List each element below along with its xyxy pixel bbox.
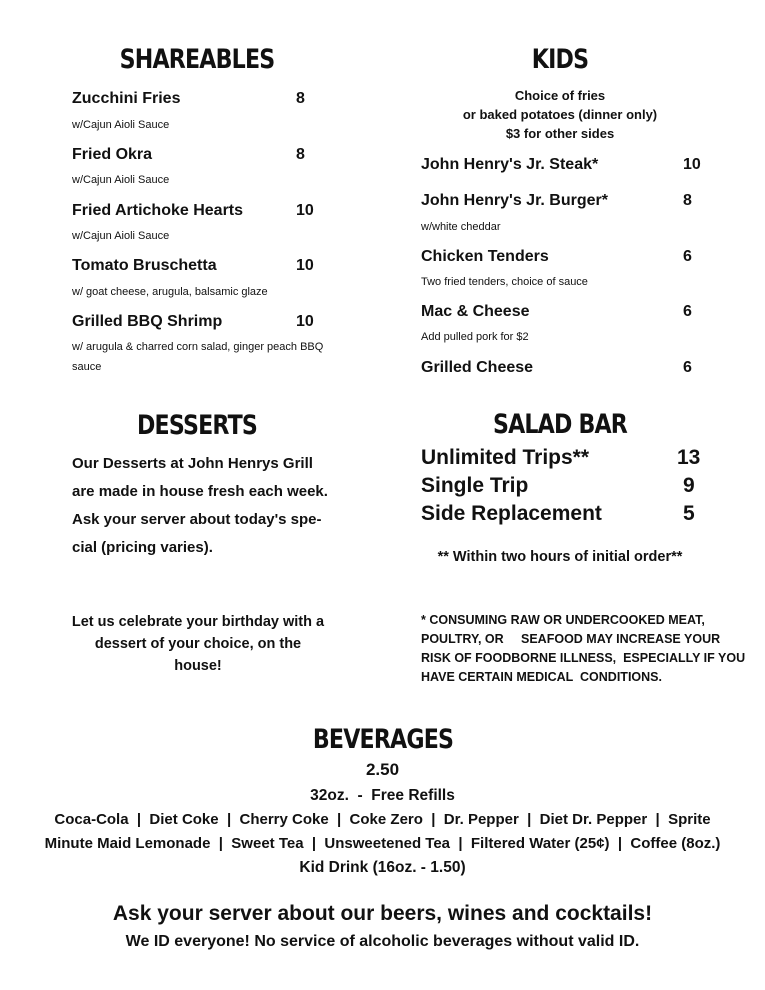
desserts-line: Ask your server about today's spe- (72, 511, 322, 528)
shareables-title: SHAREABLES (119, 44, 275, 75)
item-name: Grilled BBQ Shrimp (72, 313, 223, 330)
beverages-title: BEVERAGES (312, 724, 454, 755)
item-price: 6 (683, 248, 692, 265)
kids-intro-line: or baked potatoes (dinner only) (462, 107, 658, 122)
item-description: w/ arugula & charred corn salad, ginger peach BBQ (72, 341, 324, 353)
item-price: 5 (683, 502, 695, 525)
item-description: w/Cajun Aioli Sauce (72, 174, 170, 186)
warning-line: HAVE CERTAIN MEDICAL CONDITIONS. (421, 670, 662, 684)
item-price: 10 (683, 156, 701, 173)
item-price: 8 (296, 90, 305, 107)
kids-title: KIDS (531, 44, 589, 75)
kids-intro-line: Choice of fries (514, 88, 606, 103)
beverages-list-line: Minute Maid Lemonade | Sweet Tea | Unsweetened Tea | Filtered Water (25¢) | Coffee (8oz.) (44, 835, 721, 852)
kid-drink: Kid Drink (16oz. - 1.50) (299, 859, 466, 876)
item-description: Add pulled pork for $2 (421, 331, 529, 343)
birthday-line: Let us celebrate your birthday with a (71, 614, 325, 630)
item-price: 10 (296, 202, 314, 219)
item-price: 10 (296, 313, 314, 330)
desserts-line: Our Desserts at John Henrys Grill (72, 455, 313, 472)
item-name: Chicken Tenders (421, 248, 549, 265)
kids-intro-line: $3 for other sides (505, 126, 615, 141)
item-name: Fried Artichoke Hearts (72, 202, 244, 219)
beverages-list-line: Coca-Cola | Diet Coke | Cherry Coke | Coke Zero | Dr. Pepper | Diet Dr. Pepper | Sprite (54, 811, 711, 828)
item-price: 13 (677, 446, 701, 469)
desserts-description (72, 450, 352, 562)
desserts-line: cial (pricing varies). (72, 539, 213, 556)
kids-intro (420, 86, 700, 143)
item-name: Unlimited Trips** (421, 446, 590, 469)
item-name: Single Trip (421, 474, 529, 497)
warning-line: RISK OF FOODBORNE ILLNESS, ESPECIALLY IF YOU (421, 651, 746, 665)
item-description: w/ goat cheese, arugula, balsamic glaze (72, 286, 268, 298)
item-price: 8 (296, 146, 305, 163)
item-price: 8 (683, 192, 692, 209)
item-description: Two fried tenders, choice of sauce (421, 276, 588, 288)
item-description: w/Cajun Aioli Sauce (72, 119, 170, 131)
warning-line: * CONSUMING RAW OR UNDERCOOKED MEAT, (421, 613, 705, 627)
item-price: 9 (683, 474, 695, 497)
item-name: Side Replacement (421, 502, 602, 525)
salad-bar-title: SALAD BAR (492, 409, 628, 440)
consumer-warning (421, 611, 746, 687)
item-name: Tomato Bruschetta (72, 257, 217, 274)
item-name: Zucchini Fries (72, 90, 181, 107)
item-price: 6 (683, 303, 692, 320)
birthday-line: dessert of your choice, on the (94, 636, 302, 652)
item-description: sauce (72, 361, 102, 373)
beverages-price: 2.50 (365, 760, 400, 779)
footer-headline: Ask your server about our beers, wines and cocktails! (112, 902, 653, 925)
salad-bar-note: ** Within two hours of initial order** (437, 549, 683, 565)
item-name: John Henry's Jr. Burger* (421, 192, 608, 209)
item-name: Mac & Cheese (421, 303, 530, 320)
birthday-line: house! (174, 658, 222, 674)
item-description: w/Cajun Aioli Sauce (72, 230, 170, 242)
birthday-note (62, 611, 334, 677)
beverages-refill: 32oz. - Free Refills (310, 787, 455, 804)
item-description: w/white cheddar (421, 221, 501, 233)
item-price: 10 (296, 257, 314, 274)
desserts-title: DESSERTS (136, 410, 258, 441)
item-name: Fried Okra (72, 146, 153, 163)
item-name: Grilled Cheese (421, 359, 534, 376)
item-name: John Henry's Jr. Steak* (421, 156, 599, 173)
warning-line: POULTRY, OR SEAFOOD MAY INCREASE YOUR (421, 632, 721, 646)
id-notice: We ID everyone! No service of alcoholic beverages without valid ID. (125, 933, 640, 950)
desserts-line: are made in house fresh each week. (72, 483, 328, 500)
item-price: 6 (683, 359, 692, 376)
